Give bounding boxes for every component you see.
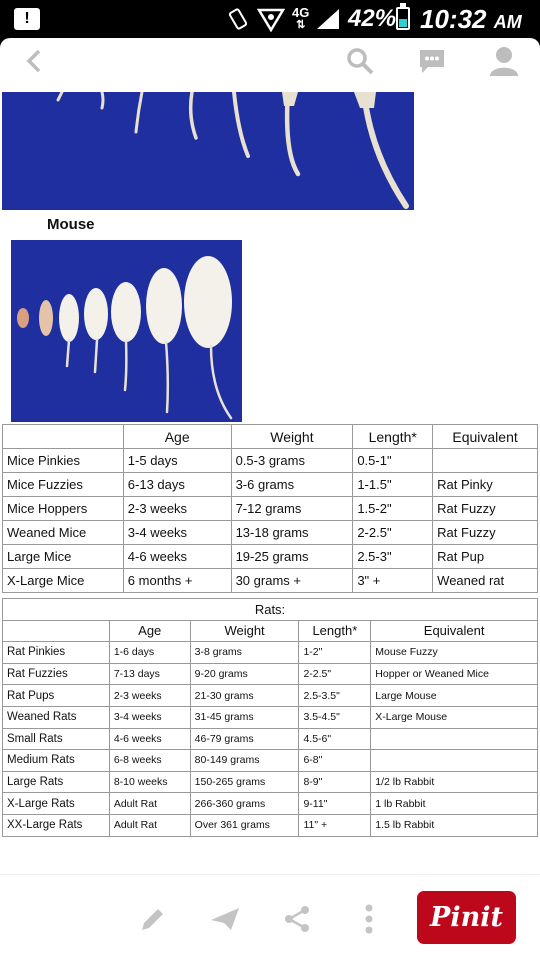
table-cell: 1.5-2" xyxy=(353,497,433,521)
table-cell xyxy=(371,728,538,750)
table-cell: 21-30 grams xyxy=(190,685,299,707)
table-cell: 7-13 days xyxy=(109,663,190,685)
battery-level xyxy=(399,19,407,27)
table-row xyxy=(3,521,538,545)
more-vertical-icon[interactable] xyxy=(349,899,389,939)
notification-icon: ! xyxy=(14,8,40,30)
table-cell: 2-2.5" xyxy=(353,521,433,545)
row-label-cell: Small Rats xyxy=(3,728,110,750)
pin-it-button[interactable]: Pinit xyxy=(417,891,516,944)
table-cell: 2-3 weeks xyxy=(123,497,231,521)
table-header-cell: Equivalent xyxy=(371,620,538,642)
table-cell: Rat Fuzzy xyxy=(433,521,538,545)
table-cell: 150-265 grams xyxy=(190,771,299,793)
table-cell: Adult Rat xyxy=(109,814,190,836)
table-cell: 31-45 grams xyxy=(190,706,299,728)
table-header-row xyxy=(3,620,538,642)
mice-sizes-image xyxy=(11,240,242,422)
table-cell: 6-8 weeks xyxy=(109,750,190,772)
clock: 10:32 AM xyxy=(420,4,522,34)
row-label-cell: Rat Pups xyxy=(3,685,110,707)
table-cell: 8-9" xyxy=(299,771,371,793)
table-row xyxy=(3,473,538,497)
table-row xyxy=(3,814,538,836)
table-header-cell: Equivalent xyxy=(433,425,538,449)
row-label-cell: Weaned Rats xyxy=(3,706,110,728)
table-cell: 6-13 days xyxy=(123,473,231,497)
network-4g-icon: 4G ⇅ xyxy=(292,5,310,31)
table-cell: Hopper or Weaned Mice xyxy=(371,663,538,685)
row-label-cell: X-Large Rats xyxy=(3,793,110,815)
table-cell: 1-1.5" xyxy=(353,473,433,497)
edit-pencil-icon[interactable] xyxy=(133,899,173,939)
table-cell: 1.5 lb Rabbit xyxy=(371,814,538,836)
table-cell: 7-12 grams xyxy=(231,497,353,521)
status-icons xyxy=(226,5,341,33)
table-cell: Rat Pinky xyxy=(433,473,538,497)
table-row xyxy=(3,685,538,707)
app-header xyxy=(0,38,540,92)
battery-percent: 42% xyxy=(348,5,397,32)
battery-icon xyxy=(396,7,410,30)
vibrate-icon xyxy=(226,7,250,31)
table-cell: 11" + xyxy=(299,814,371,836)
table-header-cell: Age xyxy=(109,620,190,642)
table-cell: Large Mouse xyxy=(371,685,538,707)
row-label-cell: X-Large Mice xyxy=(3,569,124,593)
send-icon[interactable] xyxy=(205,899,245,939)
table-cell: 9-11" xyxy=(299,793,371,815)
table-cell: 3-4 weeks xyxy=(123,521,231,545)
table-header-cell xyxy=(3,620,110,642)
row-label-cell: Mice Pinkies xyxy=(3,449,124,473)
bottom-action-bar xyxy=(0,874,540,960)
table-cell: 3" + xyxy=(353,569,433,593)
share-icon[interactable] xyxy=(277,899,317,939)
row-label-cell: Rat Fuzzies xyxy=(3,663,110,685)
row-label-cell: Mice Fuzzies xyxy=(3,473,124,497)
table-cell: 2-2.5" xyxy=(299,663,371,685)
table-cell: 2-3 weeks xyxy=(109,685,190,707)
table-cell: 4-6 weeks xyxy=(123,545,231,569)
rats-table xyxy=(2,598,538,837)
table-cell: 6-8" xyxy=(299,750,371,772)
table-row xyxy=(3,793,538,815)
table-cell: Rat Pup xyxy=(433,545,538,569)
table-cell: 46-79 grams xyxy=(190,728,299,750)
table-row xyxy=(3,449,538,473)
table-cell: 3-4 weeks xyxy=(109,706,190,728)
row-label-cell: Rat Pinkies xyxy=(3,642,110,664)
pin-content xyxy=(0,92,540,874)
table-title-row xyxy=(3,599,538,621)
table-cell: 1/2 lb Rabbit xyxy=(371,771,538,793)
table-cell: 266-360 grams xyxy=(190,793,299,815)
table-cell: 1 lb Rabbit xyxy=(371,793,538,815)
row-label-cell: XX-Large Rats xyxy=(3,814,110,836)
table-row xyxy=(3,750,538,772)
table-row xyxy=(3,545,538,569)
table-header-cell: Length* xyxy=(353,425,433,449)
table-header-cell xyxy=(3,425,124,449)
table-cell: Adult Rat xyxy=(109,793,190,815)
table-header-row xyxy=(3,425,538,449)
table-cell: 0.5-1" xyxy=(353,449,433,473)
rat-tails-image xyxy=(2,92,414,210)
table-row xyxy=(3,706,538,728)
table-cell: X-Large Mouse xyxy=(371,706,538,728)
table-cell: 1-5 days xyxy=(123,449,231,473)
table-cell: 2.5-3.5" xyxy=(299,685,371,707)
row-label-cell: Large Mice xyxy=(3,545,124,569)
table-cell: 1-2" xyxy=(299,642,371,664)
signal-icon xyxy=(315,7,341,31)
table-cell: Over 361 grams xyxy=(190,814,299,836)
table-header-cell: Weight xyxy=(190,620,299,642)
mice-table xyxy=(2,424,538,593)
table-cell: 4.5-6" xyxy=(299,728,371,750)
mouse-label: Mouse xyxy=(47,216,95,233)
table-cell xyxy=(433,449,538,473)
rats-table-body xyxy=(3,642,538,836)
profile-icon[interactable] xyxy=(482,38,526,84)
rats-table-title: Rats: xyxy=(3,599,538,621)
status-bar xyxy=(0,0,540,38)
table-cell: Weaned rat xyxy=(433,569,538,593)
row-label-cell: Large Rats xyxy=(3,771,110,793)
row-label-cell: Medium Rats xyxy=(3,750,110,772)
mouse-photo xyxy=(11,240,242,422)
table-row xyxy=(3,728,538,750)
hotspot-icon xyxy=(256,6,286,32)
table-cell: 19-25 grams xyxy=(231,545,353,569)
table-header-cell: Weight xyxy=(231,425,353,449)
comment-icon[interactable] xyxy=(410,38,454,84)
row-label-cell: Mice Hoppers xyxy=(3,497,124,521)
table-cell xyxy=(371,750,538,772)
table-cell: 6 months + xyxy=(123,569,231,593)
table-cell: 4-6 weeks xyxy=(109,728,190,750)
table-cell: 30 grams + xyxy=(231,569,353,593)
table-header-cell: Age xyxy=(123,425,231,449)
table-row xyxy=(3,771,538,793)
table-row xyxy=(3,569,538,593)
rat-photo xyxy=(2,92,414,210)
table-cell: 2.5-3" xyxy=(353,545,433,569)
table-cell: Mouse Fuzzy xyxy=(371,642,538,664)
table-cell: 13-18 grams xyxy=(231,521,353,545)
search-icon[interactable] xyxy=(338,38,382,84)
table-cell: 80-149 grams xyxy=(190,750,299,772)
table-cell: 0.5-3 grams xyxy=(231,449,353,473)
back-arrow-icon[interactable] xyxy=(12,38,56,84)
mice-table-body xyxy=(3,449,538,593)
table-header-cell: Length* xyxy=(299,620,371,642)
table-cell: 1-6 days xyxy=(109,642,190,664)
table-cell: 3.5-4.5" xyxy=(299,706,371,728)
table-row xyxy=(3,497,538,521)
row-label-cell: Weaned Mice xyxy=(3,521,124,545)
table-cell: 3-8 grams xyxy=(190,642,299,664)
table-cell: 8-10 weeks xyxy=(109,771,190,793)
table-cell: Rat Fuzzy xyxy=(433,497,538,521)
table-cell: 3-6 grams xyxy=(231,473,353,497)
table-row xyxy=(3,663,538,685)
table-cell: 9-20 grams xyxy=(190,663,299,685)
table-row xyxy=(3,642,538,664)
